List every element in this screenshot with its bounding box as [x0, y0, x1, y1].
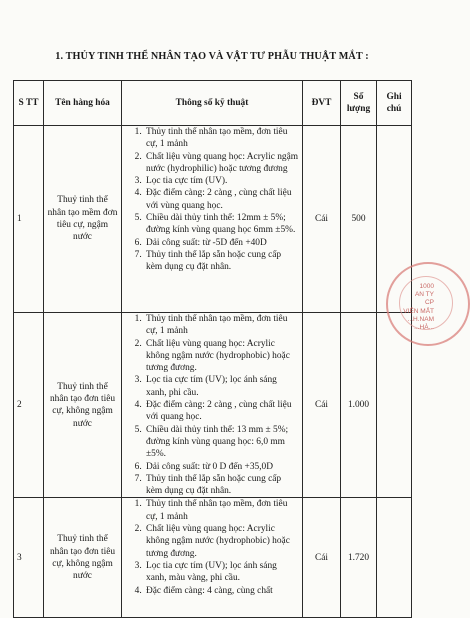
spec-item: 6. Dải công suất: từ 0 D đến +35,0D — [144, 461, 299, 473]
header-stt: S TT — [14, 81, 44, 126]
spec-list — [125, 313, 299, 497]
spec-cell — [122, 498, 303, 618]
spec-item: 1. Thủy tinh thể nhân tạo mềm, đơn tiêu cự, 1 mảnh — [144, 313, 299, 338]
product-name: Thuỷ tinh thể nhân tạo đơn tiêu cự, không ngậm nước — [44, 313, 122, 498]
spec-item: 7. Thủy tinh thể lắp sẵn hoặc cung cấp kèm dụng cụ đặt nhân. — [144, 249, 299, 274]
table-row — [14, 126, 412, 313]
quantity-cell: 1.720 — [341, 498, 377, 618]
header-quantity: Số lượng — [341, 81, 377, 126]
spec-item: 3. Lọc tia cực tím (UV); lọc ánh sáng xanh, phi cầu. — [144, 374, 299, 399]
spec-item: 1. Thủy tinh thể nhân tạo mềm, đơn tiêu cự, 1 mảnh — [144, 126, 299, 151]
spec-list — [125, 498, 299, 596]
spec-item: 3. Lọc tia cực tím (UV); lọc ánh sáng xanh, màu vàng, phi cầu. — [144, 560, 299, 585]
table-row — [14, 498, 412, 618]
spec-cell — [122, 126, 303, 313]
section-heading: 1. THỦY TINH THỂ NHÂN TẠO VÀ VẬT TƯ PHẪU THUẬT MẮT : — [55, 51, 369, 62]
spec-item: 7. Thủy tinh thể lắp sẵn hoặc cung cấp kèm dụng cụ đặt nhân. — [144, 473, 299, 498]
spec-item: 4. Đặc điểm càng: 2 càng , cùng chất liệu với vùng quang học. — [144, 187, 299, 212]
table-header-row — [14, 81, 412, 126]
red-seal-text: 1000 AN TY CP VIỆN MẮT ...H.NAM ...HÀ... — [403, 283, 434, 332]
spec-item: 5. Chiều dài thủy tinh thể: 12mm ± 5%; đường kính vùng quang học 6mm ±5%. — [144, 212, 299, 237]
spec-item: 2. Chất liệu vùng quang học: Acrylic không ngậm nước (hydrophobic) hoặc tương đương. — [144, 523, 299, 560]
unit-cell: Cái — [303, 126, 341, 313]
unit-cell: Cái — [303, 498, 341, 618]
spec-item: 2. Chất liệu vùng quang học: Acrylic ngậm nước (hydrophilic) hoặc tương đương — [144, 151, 299, 176]
product-name: Thuỷ tinh thể nhân tạo đơn tiêu cự, không ngậm nước — [44, 498, 122, 618]
quantity-cell: 1.000 — [341, 313, 377, 498]
spec-item: 4. Đặc điểm càng: 4 càng, cùng chất — [144, 585, 299, 597]
table-row — [14, 313, 412, 498]
spec-item: 2. Chất liệu vùng quang học: Acrylic không ngậm nước (hydrophobic) hoặc tương đương. — [144, 338, 299, 375]
product-name: Thuỷ tinh thể nhân tạo mềm đơn tiêu cự, ngậm nước — [44, 126, 122, 313]
spec-cell — [122, 313, 303, 498]
row-number: 2 — [14, 313, 44, 498]
header-specifications: Thông số kỹ thuật — [122, 81, 303, 126]
row-number: 3 — [14, 498, 44, 618]
quantity-cell: 500 — [341, 126, 377, 313]
spec-item: 1. Thủy tinh thể nhân tạo mềm, đơn tiêu cự, 1 mảnh — [144, 498, 299, 523]
specification-table — [13, 80, 412, 618]
note-cell — [377, 498, 412, 618]
header-unit: ĐVT — [303, 81, 341, 126]
spec-item: 4. Đặc điểm càng: 2 càng , cùng chất liệu với quang học. — [144, 399, 299, 424]
spec-list — [125, 126, 299, 274]
spec-item: 5. Chiều dài thủy tinh thể: 13 mm ± 5%; đường kính vùng quang học: 6,0 mm ±5%. — [144, 424, 299, 461]
header-note: Ghi chú — [377, 81, 412, 126]
unit-cell: Cái — [303, 313, 341, 498]
header-product-name: Tên hàng hóa — [44, 81, 122, 126]
row-number: 1 — [14, 126, 44, 313]
spec-item: 3. Lọc tia cực tím (UV). — [144, 175, 299, 187]
spec-item: 6. Dải công suất: từ -5D đến +40D — [144, 237, 299, 249]
